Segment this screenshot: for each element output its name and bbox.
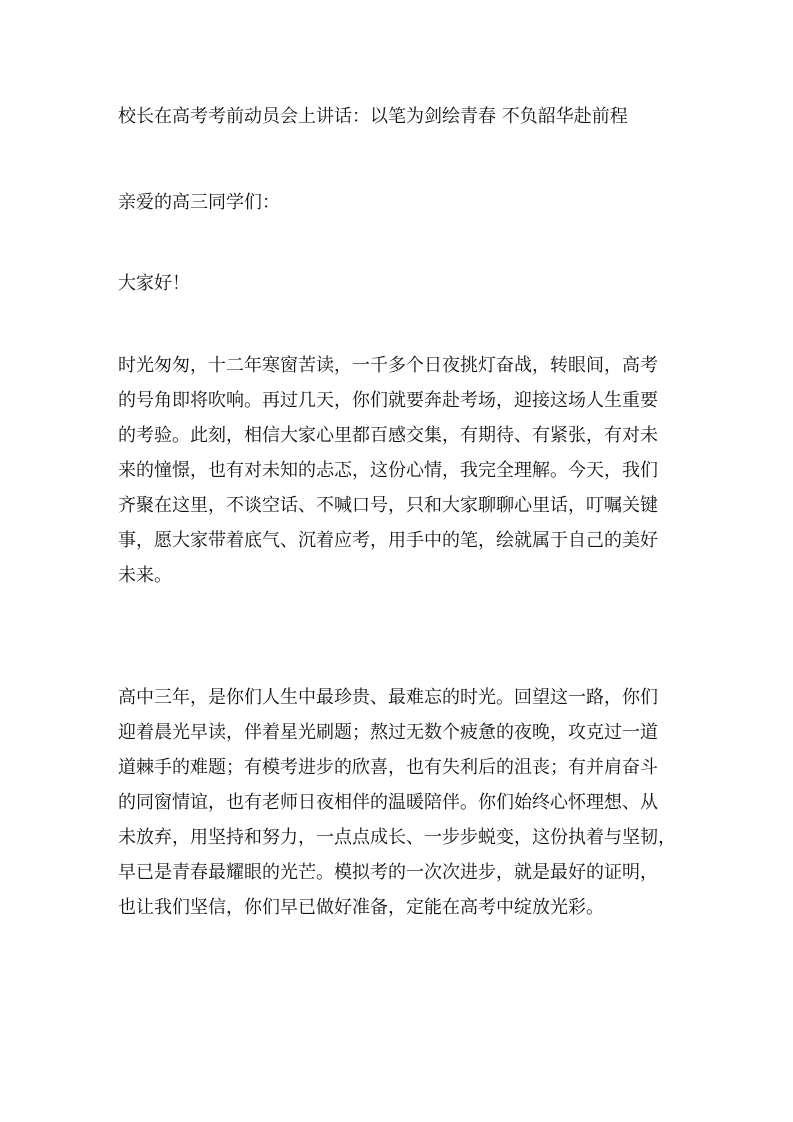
paragraph-2 — [118, 680, 678, 925]
paragraph-2-line: 未放弃，用坚持和努力，一点点成长、一步步蜕变，这份执着与坚韧， — [118, 827, 676, 848]
document-title: 校长在高考考前动员会上讲话：以笔为剑绘青春 不负韶华赴前程 — [118, 106, 628, 127]
paragraph-2-line: 也让我们坚信，你们早已做好准备，定能在高考中绽放光彩。 — [118, 897, 604, 918]
paragraph-1-line: 的号角即将吹响。再过几天，你们就要奔赴考场，迎接这场人生重要 — [118, 390, 658, 411]
paragraph-1-line: 的考验。此刻，相信大家心里都百感交集，有期待、有紧张，有对未 — [118, 425, 658, 446]
paragraph-2-line: 的同窗情谊，也有老师日夜相伴的温暖陪伴。你们始终心怀理想、从 — [118, 792, 658, 813]
paragraph-1-line: 时光匆匆，十二年寒窗苦读，一千多个日夜挑灯奋战，转眼间，高考 — [118, 355, 658, 376]
paragraph-1 — [118, 348, 678, 593]
greeting: 大家好！ — [118, 273, 190, 294]
paragraph-2-line: 高中三年，是你们人生中最珍贵、最难忘的时光。回望这一路，你们 — [118, 687, 658, 708]
paragraph-2-line: 迎着晨光早读，伴着星光刷题；熬过无数个疲惫的夜晚，攻克过一道 — [118, 722, 658, 743]
paragraph-2-line: 道棘手的难题；有模考进步的欣喜，也有失利后的沮丧；有并肩奋斗 — [118, 757, 658, 778]
paragraph-1-line: 来的憧憬，也有对未知的忐忑，这份心情，我完全理解。今天，我们 — [118, 460, 658, 481]
paragraph-1-line: 未来。 — [118, 565, 172, 586]
paragraph-1-line: 齐聚在这里，不谈空话、不喊口号，只和大家聊聊心里话，叮嘱关键 — [118, 495, 658, 516]
salutation: 亲爱的高三同学们： — [118, 192, 280, 213]
paragraph-1-line: 事，愿大家带着底气、沉着应考，用手中的笔，绘就属于自己的美好 — [118, 530, 658, 551]
paragraph-2-line: 早已是青春最耀眼的光芒。模拟考的一次次进步，就是最好的证明， — [118, 862, 658, 883]
